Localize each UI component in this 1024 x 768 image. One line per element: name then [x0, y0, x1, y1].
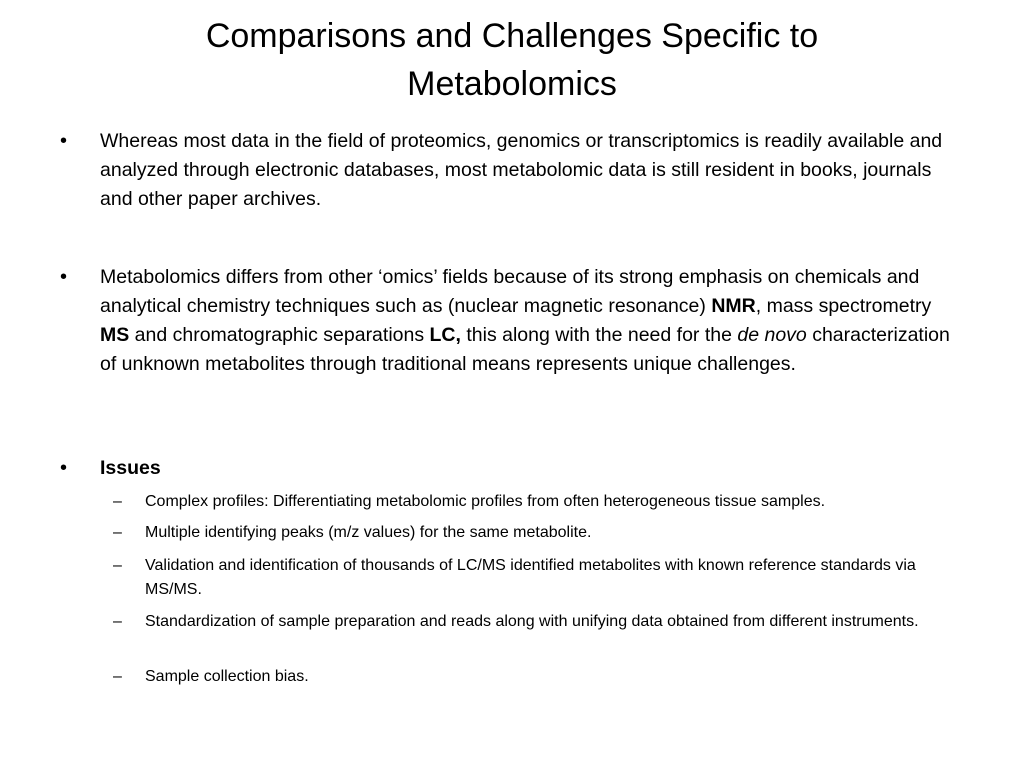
nmr-term: NMR: [711, 295, 756, 317]
text-run: this along with the need for the: [460, 324, 738, 346]
bullet-marker: •: [60, 130, 68, 152]
dash-marker: –: [113, 613, 122, 630]
issue-text: Validation and identification of thousands of LC/MS identified metabolites with known reference standards via MS/MS.: [145, 557, 916, 598]
de-novo-term: de novo: [737, 324, 807, 346]
dash-marker: –: [113, 493, 122, 510]
issue-text: Sample collection bias.: [145, 668, 309, 685]
ms-term: MS: [100, 324, 130, 346]
bullet-marker: •: [60, 266, 68, 288]
bullet-text: [100, 263, 955, 379]
dash-marker: –: [113, 668, 122, 685]
slide-title: Comparisons and Challenges Specific to Metabolomics: [205, 17, 819, 103]
issues-heading: Issues: [100, 457, 161, 479]
issue-text: Multiple identifying peaks (m/z values) for the same metabolite.: [145, 524, 592, 541]
lc-term: LC,: [429, 324, 461, 346]
issue-text: Complex profiles: Differentiating metabolomic profiles from often heterogeneous tissue samples.: [145, 493, 826, 510]
bullet-marker: •: [60, 457, 68, 479]
dash-marker: –: [113, 557, 122, 574]
text-run: , mass spectrometry: [755, 295, 932, 317]
issue-text: Standardization of sample preparation and reads along with unifying data obtained from different instruments.: [145, 613, 919, 630]
dash-marker: –: [113, 524, 122, 541]
text-run: characterization of unknown metabolites through traditional means represents unique challenges.: [100, 324, 950, 375]
bullet-text: Whereas most data in the field of proteomics, genomics or transcriptomics is readily available and analyzed through electronic databases, most metabolomic data is still resident in books, journals and other paper archives.: [100, 130, 943, 210]
text-run: Metabolomics differs from other ‘omics’ fields because of its strong emphasis on chemicals and analytical chemistry techniques such as (nuclear magnetic resonance): [100, 266, 920, 317]
text-run: and chromatographic separations: [129, 324, 430, 346]
